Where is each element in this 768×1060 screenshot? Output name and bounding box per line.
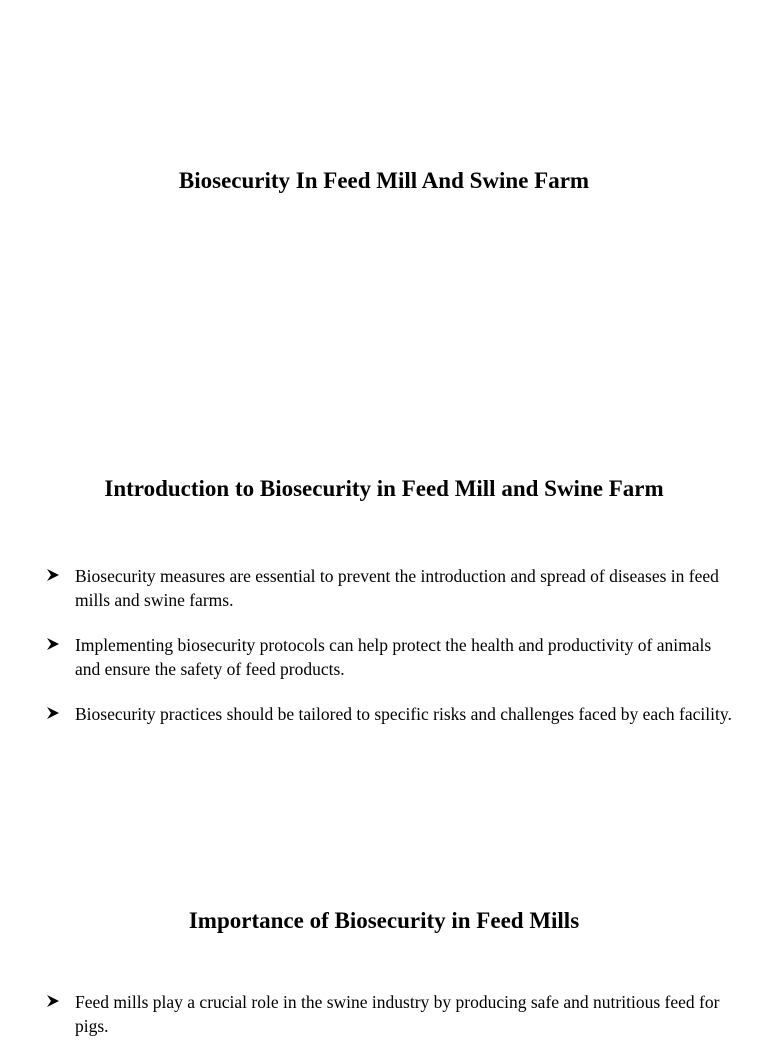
list-item-text: Biosecurity measures are essential to prevent the introduction and spread of diseases in feed mills and swine farms. [75,566,719,610]
arrowhead-bullet-icon [46,994,60,1008]
arrowhead-bullet-icon [46,706,60,720]
arrowhead-bullet-icon [46,568,60,582]
list-item [44,565,734,612]
list-item [44,991,734,1038]
list-item-text: Biosecurity practices should be tailored to specific risks and challenges faced by each facility. [75,704,732,724]
list-item-text: Feed mills play a crucial role in the swine industry by producing safe and nutritious feed for pigs. [75,992,720,1036]
bullet-list-importance [44,991,734,1060]
bullet-list-introduction [44,565,734,749]
list-item-text: Implementing biosecurity protocols can help protect the health and productivity of animals and ensure the safety of feed products. [75,635,712,679]
arrowhead-bullet-icon [46,637,60,651]
section-heading-importance: Importance of Biosecurity in Feed Mills [188,908,580,933]
list-item [44,703,734,727]
document-title: Biosecurity In Feed Mill And Swine Farm [178,168,590,193]
list-item [44,634,734,681]
section-heading-introduction: Introduction to Biosecurity in Feed Mill and Swine Farm [104,476,664,501]
